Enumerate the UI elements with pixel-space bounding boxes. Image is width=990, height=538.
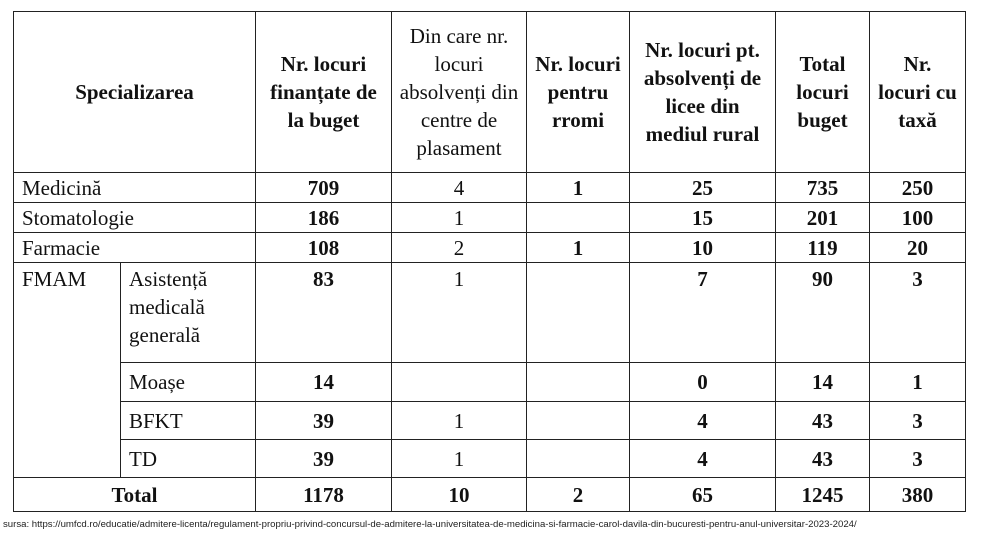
- cell-taxa: 20: [870, 233, 966, 263]
- admission-table-container: [13, 11, 966, 512]
- cell-fmam-label: FMAM: [14, 263, 121, 478]
- cell-total: 735: [776, 173, 870, 203]
- cell-taxa: 1: [870, 363, 966, 402]
- cell-rural: 7: [630, 263, 776, 363]
- cell-rromi: [527, 440, 630, 478]
- cell-finantate: 1178: [256, 478, 392, 512]
- cell-finantate: 709: [256, 173, 392, 203]
- cell-rural: 15: [630, 203, 776, 233]
- cell-finantate: 39: [256, 402, 392, 440]
- cell-rromi: [527, 263, 630, 363]
- cell-plasament: 4: [392, 173, 527, 203]
- table-row-total: [14, 478, 966, 512]
- cell-rural: 4: [630, 402, 776, 440]
- cell-plasament: 1: [392, 203, 527, 233]
- cell-rromi: 2: [527, 478, 630, 512]
- cell-name: BFKT: [121, 402, 256, 440]
- table-row-fmam-bfkt: [14, 402, 966, 440]
- cell-plasament: 1: [392, 402, 527, 440]
- header-specializarea: Specializarea: [14, 12, 256, 173]
- cell-finantate: 108: [256, 233, 392, 263]
- header-rromi: Nr. locuri pentru rromi: [527, 12, 630, 173]
- cell-rromi: [527, 402, 630, 440]
- cell-total-label: Total: [14, 478, 256, 512]
- cell-taxa: 250: [870, 173, 966, 203]
- header-row: [14, 12, 966, 173]
- cell-rromi: [527, 203, 630, 233]
- table-row-fmam-td: [14, 440, 966, 478]
- header-taxa: Nr. locuri cu taxă: [870, 12, 966, 173]
- cell-finantate: 14: [256, 363, 392, 402]
- cell-rural: 4: [630, 440, 776, 478]
- cell-name: Moașe: [121, 363, 256, 402]
- table-row-farmacie: [14, 233, 966, 263]
- cell-finantate: 83: [256, 263, 392, 363]
- cell-name: Stomatologie: [14, 203, 256, 233]
- cell-taxa: 3: [870, 402, 966, 440]
- cell-rromi: 1: [527, 173, 630, 203]
- cell-plasament: 1: [392, 440, 527, 478]
- cell-total: 14: [776, 363, 870, 402]
- cell-plasament: [392, 363, 527, 402]
- cell-finantate: 186: [256, 203, 392, 233]
- cell-rromi: [527, 363, 630, 402]
- cell-taxa: 380: [870, 478, 966, 512]
- cell-plasament: 10: [392, 478, 527, 512]
- table-row-fmam-asistenta: [14, 263, 966, 363]
- cell-rural: 10: [630, 233, 776, 263]
- cell-taxa: 100: [870, 203, 966, 233]
- header-finantate: Nr. locuri finanțate de la buget: [256, 12, 392, 173]
- cell-plasament: 2: [392, 233, 527, 263]
- source-caption: sursa: https://umfcd.ro/educatie/admitere-licenta/regulament-propriu-privind-concursul-de-admitere-la-universitatea-de-medicina-si-farmacie-carol-davila-din-bucuresti-pentru-anul-universitar-2023-2024/: [3, 519, 857, 530]
- table-row-stomatologie: [14, 203, 966, 233]
- cell-rural: 25: [630, 173, 776, 203]
- cell-total: 1245: [776, 478, 870, 512]
- cell-rural: 65: [630, 478, 776, 512]
- table-row-medicina: [14, 173, 966, 203]
- cell-total: 43: [776, 440, 870, 478]
- cell-total: 119: [776, 233, 870, 263]
- cell-total: 201: [776, 203, 870, 233]
- header-total-buget: Total locuri buget: [776, 12, 870, 173]
- cell-taxa: 3: [870, 263, 966, 363]
- admission-places-table: [13, 11, 966, 512]
- cell-finantate: 39: [256, 440, 392, 478]
- cell-name: Asistență medicală generală: [121, 263, 256, 363]
- cell-taxa: 3: [870, 440, 966, 478]
- cell-total: 43: [776, 402, 870, 440]
- cell-plasament: 1: [392, 263, 527, 363]
- table-row-fmam-moase: [14, 363, 966, 402]
- cell-rural: 0: [630, 363, 776, 402]
- header-plasament: Din care nr. locuri absolvenți din centre de plasament: [392, 12, 527, 173]
- cell-rromi: 1: [527, 233, 630, 263]
- cell-total: 90: [776, 263, 870, 363]
- cell-name: Farmacie: [14, 233, 256, 263]
- cell-name: TD: [121, 440, 256, 478]
- cell-name: Medicină: [14, 173, 256, 203]
- header-rural: Nr. locuri pt. absolvenți de licee din mediul rural: [630, 12, 776, 173]
